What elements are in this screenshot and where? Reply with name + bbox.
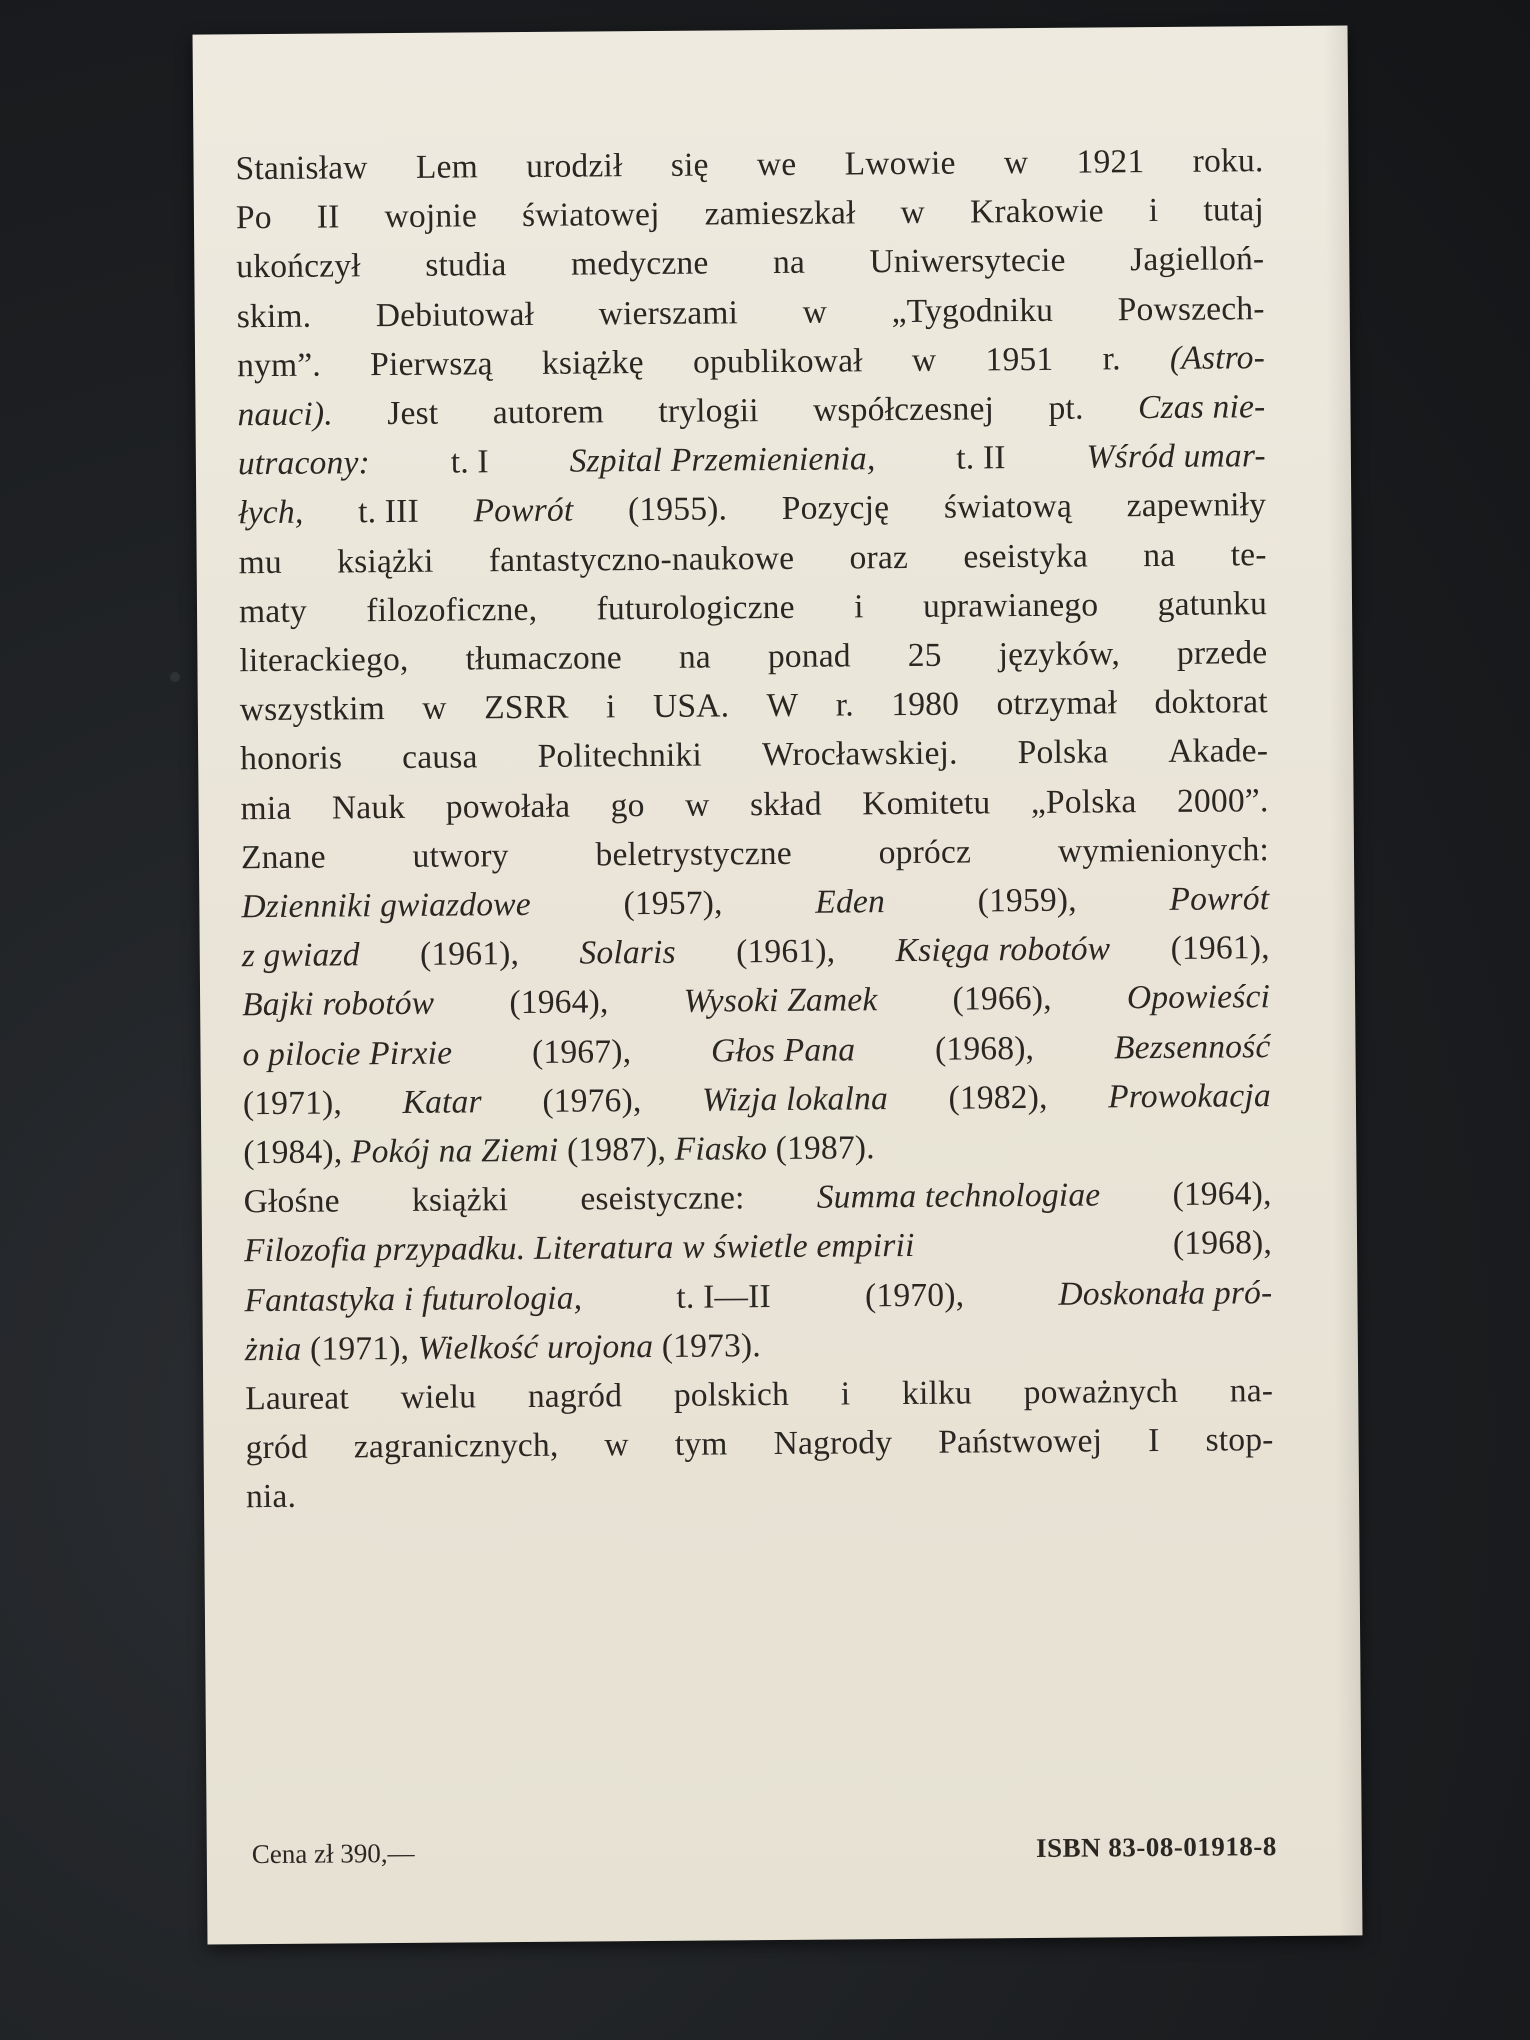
bio-word: i [840,1375,851,1413]
bio-title-word: Filozofia przypadku. Literatura w świetle empirii [243,1227,915,1270]
bio-word: Jagielloń- [1130,240,1265,279]
bio-title-word: Wysoki Zamek [683,981,878,1021]
bio-line [237,333,1265,390]
bio-word: zapewniły [1126,486,1267,525]
bio-word: eseistyka [963,537,1089,576]
bio-word: (1971), [242,1084,343,1123]
bio-title-word: Wśród umar- [1086,437,1266,476]
bio-word: nia. [245,1478,297,1516]
bio-word: we [756,145,797,184]
bio-word: W [766,687,799,725]
bio-line [238,431,1266,488]
bio-line [241,874,1269,931]
bio-word: I [1148,1422,1160,1460]
bio-word: Akade- [1168,732,1269,771]
bio-word: książkę [541,343,644,382]
bio-title-word: Dzienniki gwiazdowe [241,885,531,926]
bio-word: światową [943,488,1073,527]
bio-word: „Polska [1030,782,1137,821]
bio-title-word: Powrót [473,492,574,530]
bio-word: Nauk [331,788,406,827]
bio-word: powołała [445,787,571,826]
bio-title-word: Fiasko [674,1130,768,1168]
bio-title-word: utracony: [237,444,371,483]
bio-title-word: Wielkość urojona [417,1327,654,1367]
bio-word: Laureat [245,1379,350,1418]
bio-word: (1971), [301,1329,418,1368]
bio-line [242,1022,1270,1079]
bio-title-word: Czas nie- [1137,388,1266,427]
bio-word: Lwowie [844,144,956,183]
bio-title-word: Księga robotów [895,930,1111,970]
bio-word: Głośne [243,1182,340,1221]
bio-word: tym [674,1425,728,1464]
bio-word: zamieszkał [704,194,856,233]
bio-line [243,1120,1271,1177]
bio-title-word: Doskonała pró- [1058,1273,1273,1313]
bio-word: języków, [998,635,1121,674]
bio-word: (1973). [653,1327,762,1365]
bio-line [242,923,1270,980]
bio-word: Komitetu [862,783,991,822]
bio-word: się [670,146,709,184]
bio-word: Znane [240,838,326,877]
book-back-cover [193,25,1363,1944]
bio-word: (1959), [977,881,1077,920]
bio-line [245,1317,1273,1374]
bio-title-word: Głos Pana [710,1031,856,1070]
bio-word: i [1148,192,1159,230]
bio-title-word: o pilocie Pirxie [242,1034,453,1073]
bio-word: mia [240,789,292,827]
bio-word: r. [835,686,855,724]
bio-word: fantastyczno-naukowe [488,539,795,579]
bio-word: (1976), [542,1081,642,1120]
bio-title-word: Wizja lokalna [701,1079,889,1119]
bio-word: Powszech- [1117,289,1265,328]
bio-word: causa [402,738,478,777]
bio-word: (1987), [558,1130,675,1169]
bio-line [235,136,1263,193]
bio-word: książki [337,542,434,581]
bio-word: Po [235,199,272,237]
bio-line [245,1415,1273,1472]
bio-line [239,579,1267,636]
bio-line [237,284,1265,341]
bio-word: (1968), [1172,1224,1273,1263]
bio-title-word: z gwiazd [241,936,360,975]
bio-word: Uniwersytecie [869,242,1066,281]
bio-word: Debiutował [375,295,535,334]
bio-word: Polska [1017,733,1109,772]
bio-word: t. I [450,443,489,481]
bio-word: 1921 [1076,143,1145,181]
bio-word: (1982), [948,1078,1048,1117]
bio-word: tutaj [1203,191,1265,229]
bio-word: (1964), [1172,1175,1272,1214]
bio-word: tłumaczone [465,639,623,678]
bio-word: eseistyczne: [580,1179,745,1218]
bio-word: w [604,1426,630,1464]
bio-word: stop- [1205,1421,1274,1459]
bio-word: w [1003,144,1029,182]
bio-word: poważnych [1023,1372,1179,1412]
bio-word: polskich [673,1376,790,1414]
bio-line [244,1219,1272,1276]
bio-word: przede [1176,634,1268,672]
bio-title-word: Solaris [579,934,676,972]
bio-title-word: Powrót [1169,880,1270,918]
isbn-label: ISBN 83-08-01918-8 [1035,1831,1277,1863]
bio-title-word: łych, [238,494,304,532]
bio-word: na- [1229,1372,1274,1410]
bio-line [238,481,1266,538]
bio-word: (1961), [1170,929,1270,968]
bio-word: (1968), [934,1029,1035,1068]
bio-word: 2000”. [1176,781,1269,820]
bio-word: futurologiczne [596,588,795,628]
bio-word: w [911,341,937,379]
bio-line [240,776,1268,833]
bio-word: uprawianego [922,586,1099,625]
bio-word: beletrystyczne [595,834,792,874]
bio-word: współczesnej [812,390,995,429]
bio-word: go [610,786,645,824]
bio-word: urodził [526,147,623,185]
bio-word: Lem [415,148,479,186]
bio-line [236,185,1264,242]
bio-word: (1961), [419,935,520,974]
bio-title-word: Fantastyka i futurologia, [244,1279,583,1319]
bio-word: t. III [357,493,419,531]
bio-word: na [772,244,806,282]
bio-line [239,628,1267,685]
bio-word: USA. [652,687,730,726]
bio-title-word: Prowokacja [1108,1076,1271,1116]
price-label: Cena zł 390,— [251,1837,415,1870]
bio-word: Jest [387,394,439,433]
bio-word: w [900,194,926,232]
bio-word: w [684,786,710,824]
bio-line [246,1465,1274,1522]
bio-word: r. [1102,340,1121,378]
bio-line [243,1071,1271,1128]
bio-word: (1984), [243,1133,352,1172]
bio-word: i [605,688,616,726]
bio-word: wierszami [598,293,739,332]
bio-line [242,973,1270,1030]
bio-word: nym”. [236,346,322,385]
bio-line [237,382,1265,439]
bio-title-word: (Astro- [1169,338,1266,377]
bio-word: (1967), [531,1032,632,1071]
bio-word: w [422,689,447,728]
author-biography [235,136,1274,1522]
bio-title-word: Katar [402,1083,482,1121]
lint-speck [170,672,180,682]
bio-line [240,677,1268,734]
bio-word: książki [411,1181,509,1220]
bio-word: wielu [400,1378,477,1417]
bio-word: oprócz [878,833,972,872]
bio-word: (1970), [864,1276,965,1314]
bio-word: filozoficzne, [366,590,538,630]
bio-word: zagranicznych, [353,1427,559,1466]
bio-title-word: Opowieści [1126,978,1271,1017]
bio-word: skład [749,785,822,823]
bio-title-word: Pokój na Ziemi [350,1131,559,1171]
bio-title-word: Eden [815,883,886,921]
bio-word: mu [238,543,283,581]
bio-word: (1966), [952,980,1052,1019]
bio-word: t. II [956,439,1006,477]
bio-word: doktorat [1154,683,1268,722]
bio-title-word: Szpital Przemienienia, [569,440,876,480]
bio-title-word: Summa technologiae [816,1176,1101,1216]
bio-word: w [802,293,828,331]
bio-word: gród [245,1428,308,1467]
bio-word: honoris [240,739,343,778]
bio-word: t. I—II [676,1277,772,1316]
bio-word: „Tygodniku [891,291,1054,330]
bio-word: Stanisław [235,149,368,188]
cover-footer [252,1831,1277,1870]
bio-word: pt. [1048,389,1084,427]
bio-word: (1961), [736,932,836,971]
bio-word: nagród [527,1377,623,1416]
bio-word: Krakowie [969,192,1104,231]
bio-word: otrzymał [996,684,1118,723]
bio-word: maty [238,592,307,631]
bio-word: Państwowej [938,1422,1103,1462]
bio-word: utwory [412,836,509,875]
bio-title-word: Bajki robotów [241,985,435,1024]
bio-word: (1957), [623,884,723,923]
bio-word: opublikował [692,342,863,381]
bio-word: ZSRR [483,688,569,727]
bio-word: (1955). [627,490,728,529]
bio-title-word: Bezsenność [1113,1027,1271,1067]
bio-line [244,1268,1272,1325]
bio-word: 1951 [985,340,1054,379]
bio-line [238,530,1266,587]
bio-word: studia [425,246,507,285]
bio-word: II [316,198,340,236]
bio-word: medyczne [570,244,709,284]
bio-line [243,1169,1271,1226]
bio-word: skim. [236,297,312,335]
bio-word: światowej [521,196,660,235]
bio-title-word: żnia [244,1330,302,1369]
bio-word: wymienionych: [1057,830,1270,870]
bio-word: wojnie [384,197,478,236]
bio-line [240,727,1268,784]
bio-word: Politechniki [537,737,703,776]
bio-word: i [853,588,864,626]
bio-word: 1980 [891,685,960,724]
bio-word: literackiego, [239,640,409,680]
bio-word: kilku [901,1374,973,1413]
bio-word: Pozycję [781,489,890,528]
bio-word: na [678,638,712,676]
bio-word: Wrocławskiej. [761,735,958,774]
bio-word: 25 [907,636,942,674]
bio-word: Pierwszą [370,345,493,383]
bio-word: (1964), [509,983,609,1022]
bio-word: roku. [1192,142,1264,180]
bio-word: (1987). [766,1129,875,1168]
bio-word: na [1143,536,1176,574]
bio-word: ukończył [236,247,361,286]
bio-line [245,1366,1273,1423]
bio-word: wszystkim [239,690,386,729]
bio-word: ponad [767,637,851,676]
bio-title-word: nauci). [237,395,334,434]
bio-line [241,825,1269,882]
bio-word: gatunku [1157,584,1268,623]
bio-line [236,235,1264,292]
bio-word: Nagrody [773,1424,893,1463]
bio-word: te- [1230,535,1267,574]
bio-word: oraz [849,538,909,577]
bio-word: trylogii [658,392,759,430]
bio-word: autorem [492,393,605,432]
